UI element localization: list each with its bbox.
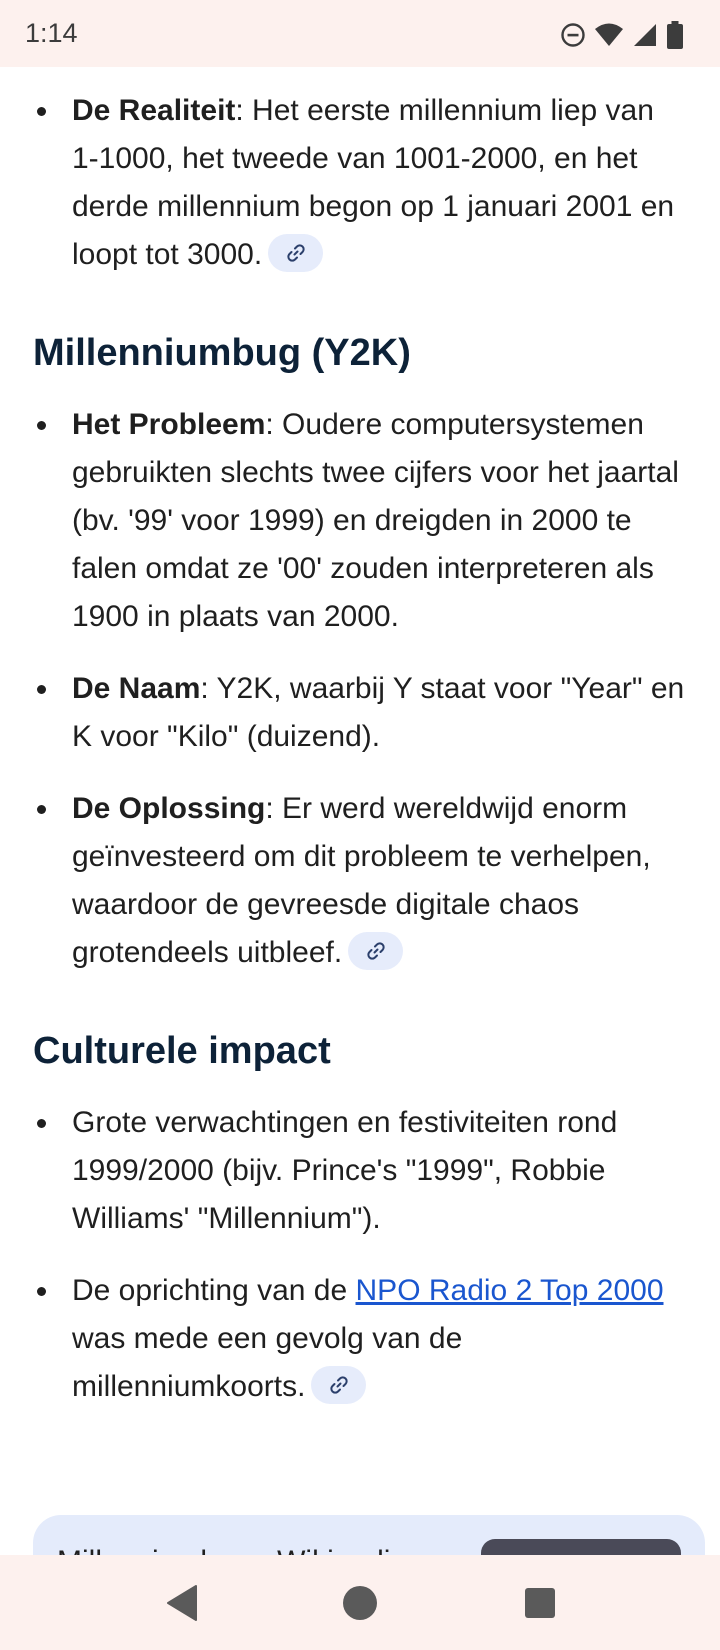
bullet-text: : Het eerste millennium liep van 1-1000, het tweede van 1001-2000, en het derde millennium begon op 1 januari 2001 en loopt tot 3000. bbox=[72, 94, 675, 271]
status-bar bbox=[0, 0, 720, 67]
bullet-text: De oprichting van de bbox=[72, 1274, 356, 1307]
list-item bbox=[33, 665, 688, 761]
list-item bbox=[33, 87, 688, 279]
chat-response-content[interactable] bbox=[0, 67, 720, 1555]
bullet-bold-term: De Oplossing bbox=[72, 792, 266, 825]
npo-radio2-top2000-link[interactable]: NPO Radio 2 Top 2000 bbox=[355, 1274, 664, 1307]
nav-home-button[interactable] bbox=[338, 1581, 382, 1625]
source-link-chip[interactable] bbox=[311, 1366, 366, 1404]
source-link-chip[interactable] bbox=[268, 234, 323, 272]
list-item bbox=[33, 1099, 688, 1243]
bullet-text: : Y2K, waarbij Y staat voor "Year" en K voor "Kilo" (duizend). bbox=[72, 672, 685, 753]
nav-back-button[interactable] bbox=[160, 1581, 204, 1625]
list-item bbox=[33, 1267, 688, 1411]
dnd-icon bbox=[560, 22, 586, 48]
link-icon bbox=[286, 243, 306, 263]
bullet-text: : Oudere computersystemen gebruikten slechts twee cijfers voor het jaartal (bv. '99' voor 1999) en dreigden in 2000 te falen omdat ze '00' zouden interpreteren als 1900 in plaats van 2000. bbox=[72, 408, 679, 633]
bullet-dot bbox=[37, 805, 46, 814]
y2k-list bbox=[33, 401, 688, 977]
signal-icon bbox=[632, 22, 658, 48]
status-time: 1:14 bbox=[25, 18, 78, 48]
bullet-text: Grote verwachtingen en festiviteiten rond 1999/2000 (bijv. Prince's "1999", Robbie Williams' "Millennium"). bbox=[72, 1106, 618, 1235]
section-heading-y2k: Millenniumbug (Y2K) bbox=[33, 332, 411, 374]
bullet-dot bbox=[37, 421, 46, 430]
home-circle-icon bbox=[340, 1583, 380, 1623]
recents-square-icon bbox=[522, 1585, 558, 1621]
bullet-text: : Er werd wereldwijd enorm geïnvesteerd om dit probleem te verhelpen, waardoor de gevreesde digitale chaos grotendeels uitbleef. bbox=[72, 792, 651, 969]
section-heading-culture: Culturele impact bbox=[33, 1030, 331, 1072]
link-icon bbox=[329, 1375, 349, 1395]
link-icon bbox=[366, 941, 386, 961]
nav-recents-button[interactable] bbox=[518, 1581, 562, 1625]
bullet-text: was mede een gevolg van de millenniumkoorts. bbox=[72, 1322, 463, 1403]
battery-icon bbox=[666, 21, 684, 49]
bullet-bold-term: Het Probleem bbox=[72, 408, 266, 441]
bullet-dot bbox=[37, 685, 46, 694]
bullet-bold-term: De Realiteit bbox=[72, 94, 236, 127]
back-triangle-icon bbox=[164, 1583, 200, 1623]
navigation-bar bbox=[0, 1555, 720, 1650]
bullet-dot bbox=[37, 1119, 46, 1128]
bullet-bold-term: De Naam bbox=[72, 672, 201, 705]
list-item bbox=[33, 785, 688, 977]
wifi-icon bbox=[594, 22, 624, 48]
status-icons bbox=[560, 20, 684, 50]
culture-list bbox=[33, 1099, 688, 1411]
bullet-dot bbox=[37, 1287, 46, 1296]
intro-list bbox=[33, 87, 688, 279]
bullet-dot bbox=[37, 107, 46, 116]
list-item bbox=[33, 401, 688, 641]
source-link-chip[interactable] bbox=[348, 932, 403, 970]
